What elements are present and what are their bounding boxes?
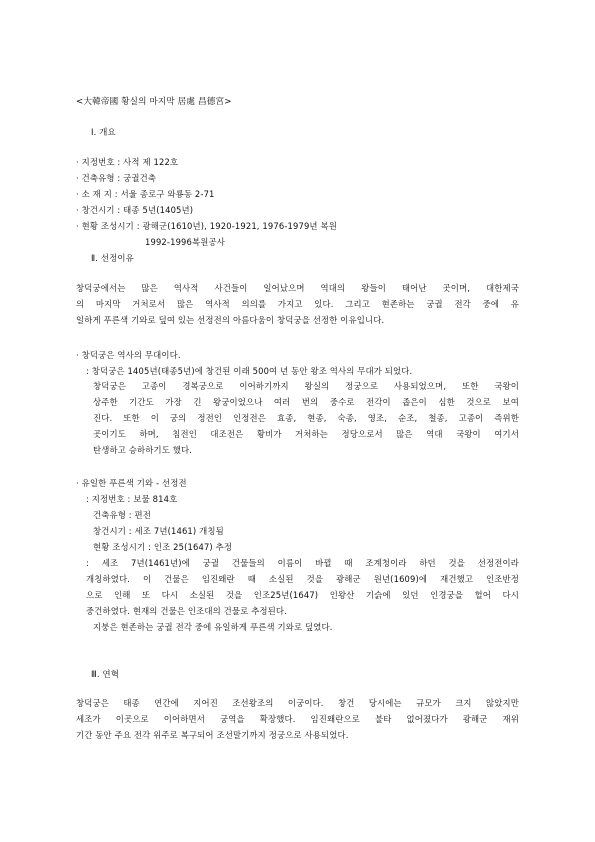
section-heading-overview: Ⅰ. 개요 xyxy=(91,127,116,137)
seonjeong-line: 개칭하였다. 이 건물은 임진왜란 때 소실된 것을 광해군 원년(1609)에 재건했고 인조반정 xyxy=(86,574,519,584)
seonjeong-line: : 세조 7년(1461년)에 궁궐 건물들의 이름이 바뀔 때 조계청이라 하던 것을 선정전이라 xyxy=(86,558,519,568)
section-heading-selection-reason: Ⅱ. 선정이유 xyxy=(91,253,134,263)
subsection-title-seonjeongjeon: · 유일한 푸른색 기와 - 선정전 xyxy=(76,478,187,488)
subsection-title-history: · 창덕궁은 역사의 무대이다. xyxy=(76,350,181,360)
paragraph-line: 세조가 이곳으로 이어하면서 궁역을 확장했다. 임진왜란으로 불타 없어졌다가 광해군 재위 xyxy=(76,714,519,724)
paragraph-line: 일하게 푸른색 기와로 덮여 있는 선정전의 아름다움이 창덕궁을 선정한 이유입니다. xyxy=(76,315,385,325)
info-founded: · 창건시기 : 태종 5년(1405년) xyxy=(76,205,194,215)
seonjeong-info: 현황 조성시기 : 인조 25(1647) 추정 xyxy=(93,542,233,552)
history-line: 상주한 기간도 가장 긴 왕궁이었으나 여러 번의 중수로 전각이 좁은이 심한 것으로 보여 xyxy=(93,397,519,407)
section-heading-history: Ⅲ. 연혁 xyxy=(91,669,120,679)
seonjeong-info: : 지정번호 : 보물 814호 xyxy=(86,494,178,504)
seonjeong-line: 지붕은 현존하는 궁궐 전각 중에 유일하게 푸른색 기와로 덮였다. xyxy=(93,622,333,632)
info-building-type: · 건축유형 : 궁궐건축 xyxy=(76,173,157,183)
document-title: <大韓帝國 황실의 마지막 居處 昌德宮> xyxy=(76,97,232,107)
history-line: 진다. 또한 이 궁의 정전인 인정전은 효종, 현종, 숙종, 영조, 순조, 철종, 고종이 즉위한 xyxy=(93,413,519,423)
paragraph-line: 창덕궁은 태종 연간에 지어진 조선왕조의 이궁이다. 창건 당시에는 규모가 크지 않았지만 xyxy=(76,698,519,708)
info-designation: · 지정번호 : 사적 제 122호 xyxy=(76,157,179,167)
history-line: 탄생하고 승하하기도 했다. xyxy=(93,445,193,455)
seonjeong-line: 으로 인해 또 다시 소실된 것을 인조25년(1647) 인왕산 기슭에 있던 인경궁을 헐어 다시 xyxy=(86,590,519,600)
history-line: : 창덕궁은 1405년(태종5년)에 창건된 이래 500여 년 동안 왕조 역사의 무대가 되었다. xyxy=(86,366,413,376)
seonjeong-line: 중건하였다. 현재의 건물은 인조대의 건물로 추정된다. xyxy=(86,606,287,616)
history-line: 창덕궁은 고종이 경복궁으로 이어하기까지 왕실의 정궁으로 사용되었으며, 또한 국왕이 xyxy=(93,381,519,391)
paragraph-line: 창덕궁에서는 많은 역사적 사건들이 일어났으며 역대의 왕들이 태어난 곳이며, 대한제국 xyxy=(76,283,519,293)
info-current-period: · 현황 조성시기 : 광해군(1610년), 1920-1921, 1976-1979년 복원 xyxy=(76,221,337,231)
history-line: 곳이기도 하며, 침전인 대조전은 황비가 거처하는 정당으로서 많은 역대 국왕이 여기서 xyxy=(93,429,519,439)
info-location: · 소 재 지 : 서울 종로구 와룡동 2-71 xyxy=(76,189,215,199)
seonjeong-info: 건축유형 : 편전 xyxy=(93,510,152,520)
paragraph-line: 기간 동안 주요 전각 위주로 복구되어 조선말기까지 정궁으로 사용되었다. xyxy=(76,730,349,740)
seonjeong-info: 창건시기 : 세조 7년(1461) 개칭됨 xyxy=(93,526,224,536)
info-current-period-continued: 1992-1996복원공사 xyxy=(145,237,225,247)
paragraph-line: 의 마지막 거처로서 많은 역사적 의의를 가지고 있다. 그리고 현존하는 궁궐 전각 중에 유 xyxy=(76,299,519,309)
